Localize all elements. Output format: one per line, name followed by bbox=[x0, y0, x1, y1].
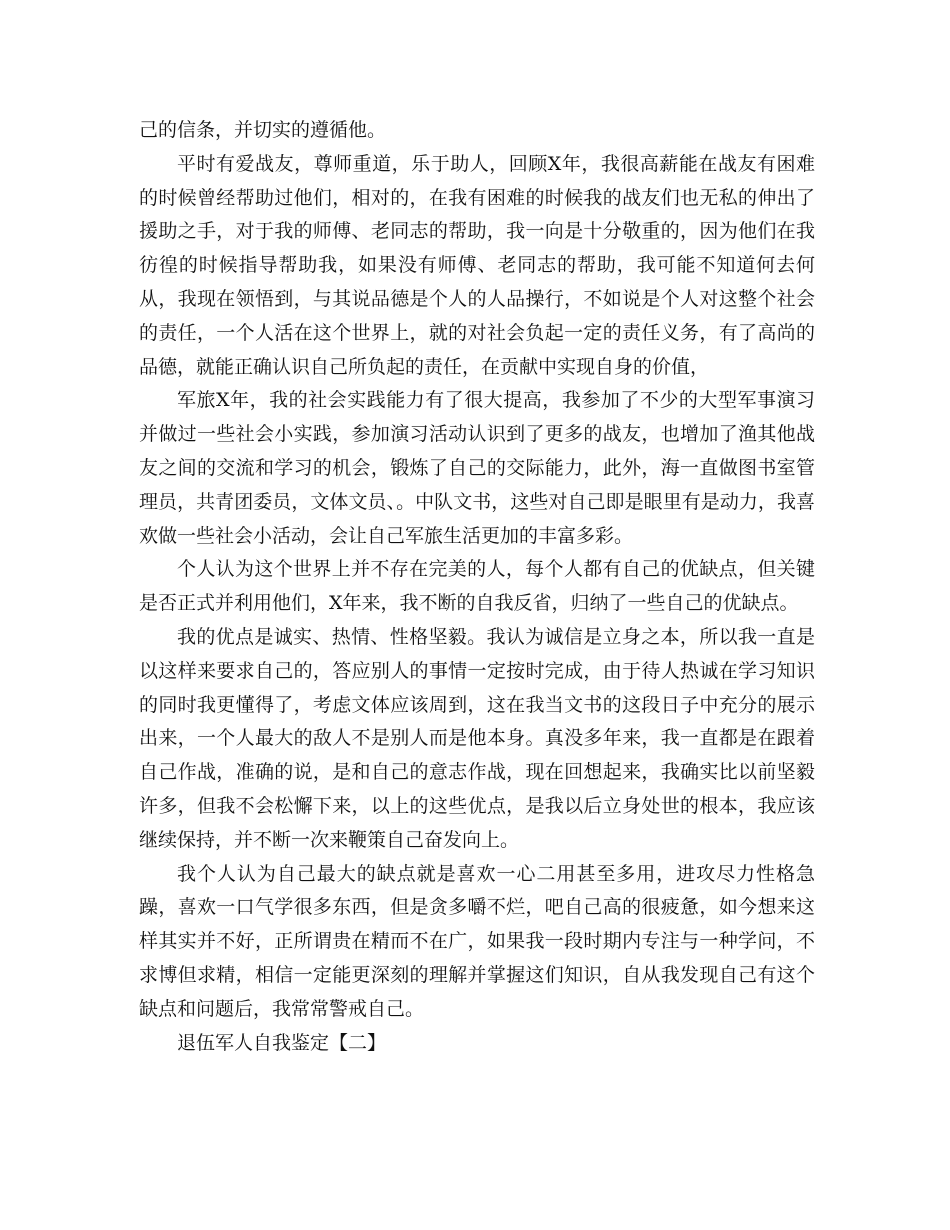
paragraph-weaknesses: 我个人认为自己最大的缺点就是喜欢一心二用甚至多用，进攻尽力性格急躁，喜欢一口气学很多东西，但是贪多嚼不烂，吧自己高的很疲惫，如今想来这样其实并不好，正所谓贵在精而不在广，如果我一段时期内专注与一种学问，不求博但求精，相信一定能更深刻的理解并掌握这们知识，自从我发现自己有这个缺点和问题后，我常常警戒自己。 bbox=[139, 862, 815, 1020]
document-page bbox=[139, 114, 815, 1060]
paragraph-character: 平时有爱战友，尊师重道，乐于助人，回顾X年，我很高薪能在战友有困难的时候曾经帮助过他们，相对的，在我有困难的时候我的战友们也无私的伸出了援助之手，对于我的师傅、老同志的帮助，我一向是十分敬重的，因为他们在我彷徨的时候指导帮助我，如果没有师傅、老同志的帮助，我可能不知道何去何从，我现在领悟到，与其说品德是个人的人品操行，不如说是个人对这整个社会的责任，一个人活在这个世界上，就的对社会负起一定的责任义务，有了高尚的品德，就能正确认识自己所负起的责任，在贡献中实现自身的价值， bbox=[139, 152, 815, 378]
section-heading: 退伍军人自我鉴定【二】 bbox=[177, 1031, 387, 1054]
paragraph-continuation: 己的信条，并切实的遵循他。 bbox=[139, 119, 387, 141]
paragraph-self-reflection: 个人认为这个世界上并不存在完美的人，每个人都有自己的优缺点，但关键是否正式并利用他们，X年来，我不断的自我反省，归纳了一些自己的优缺点。 bbox=[139, 558, 815, 615]
paragraph-social-practice: 军旅X年，我的社会实践能力有了很大提高，我参加了不少的大型军事演习并做过一些社会小实践，参加演习活动认识到了更多的战友，也增加了渔其他战友之间的交流和学习的机会，锻炼了自己的交际能力，此外，海一直做图书室管理员，共青团委员，文体文员、。中队文书，这些对自己即是眼里有是动力，我喜欢做一些社会小活动，会让自己军旅生活更加的丰富多彩。 bbox=[139, 389, 815, 547]
paragraph-strengths: 我的优点是诚实、热情、性格坚毅。我认为诚信是立身之本，所以我一直是以这样来要求自己的，答应别人的事情一定按时完成，由于待人热诚在学习知识的同时我更懂得了，考虑文体应该周到，这在我当文书的这段日子中充分的展示出来，一个人最大的敌人不是别人而是他本身。真没多年来，我一直都是在跟着自己作战，准确的说，是和自己的意志作战，现在回想起来，我确实比以前坚毅许多，但我不会松懈下来，以上的这些优点，是我以后立身处世的根本，我应该继续保持，并不断一次来鞭策自己奋发向上。 bbox=[139, 625, 815, 851]
